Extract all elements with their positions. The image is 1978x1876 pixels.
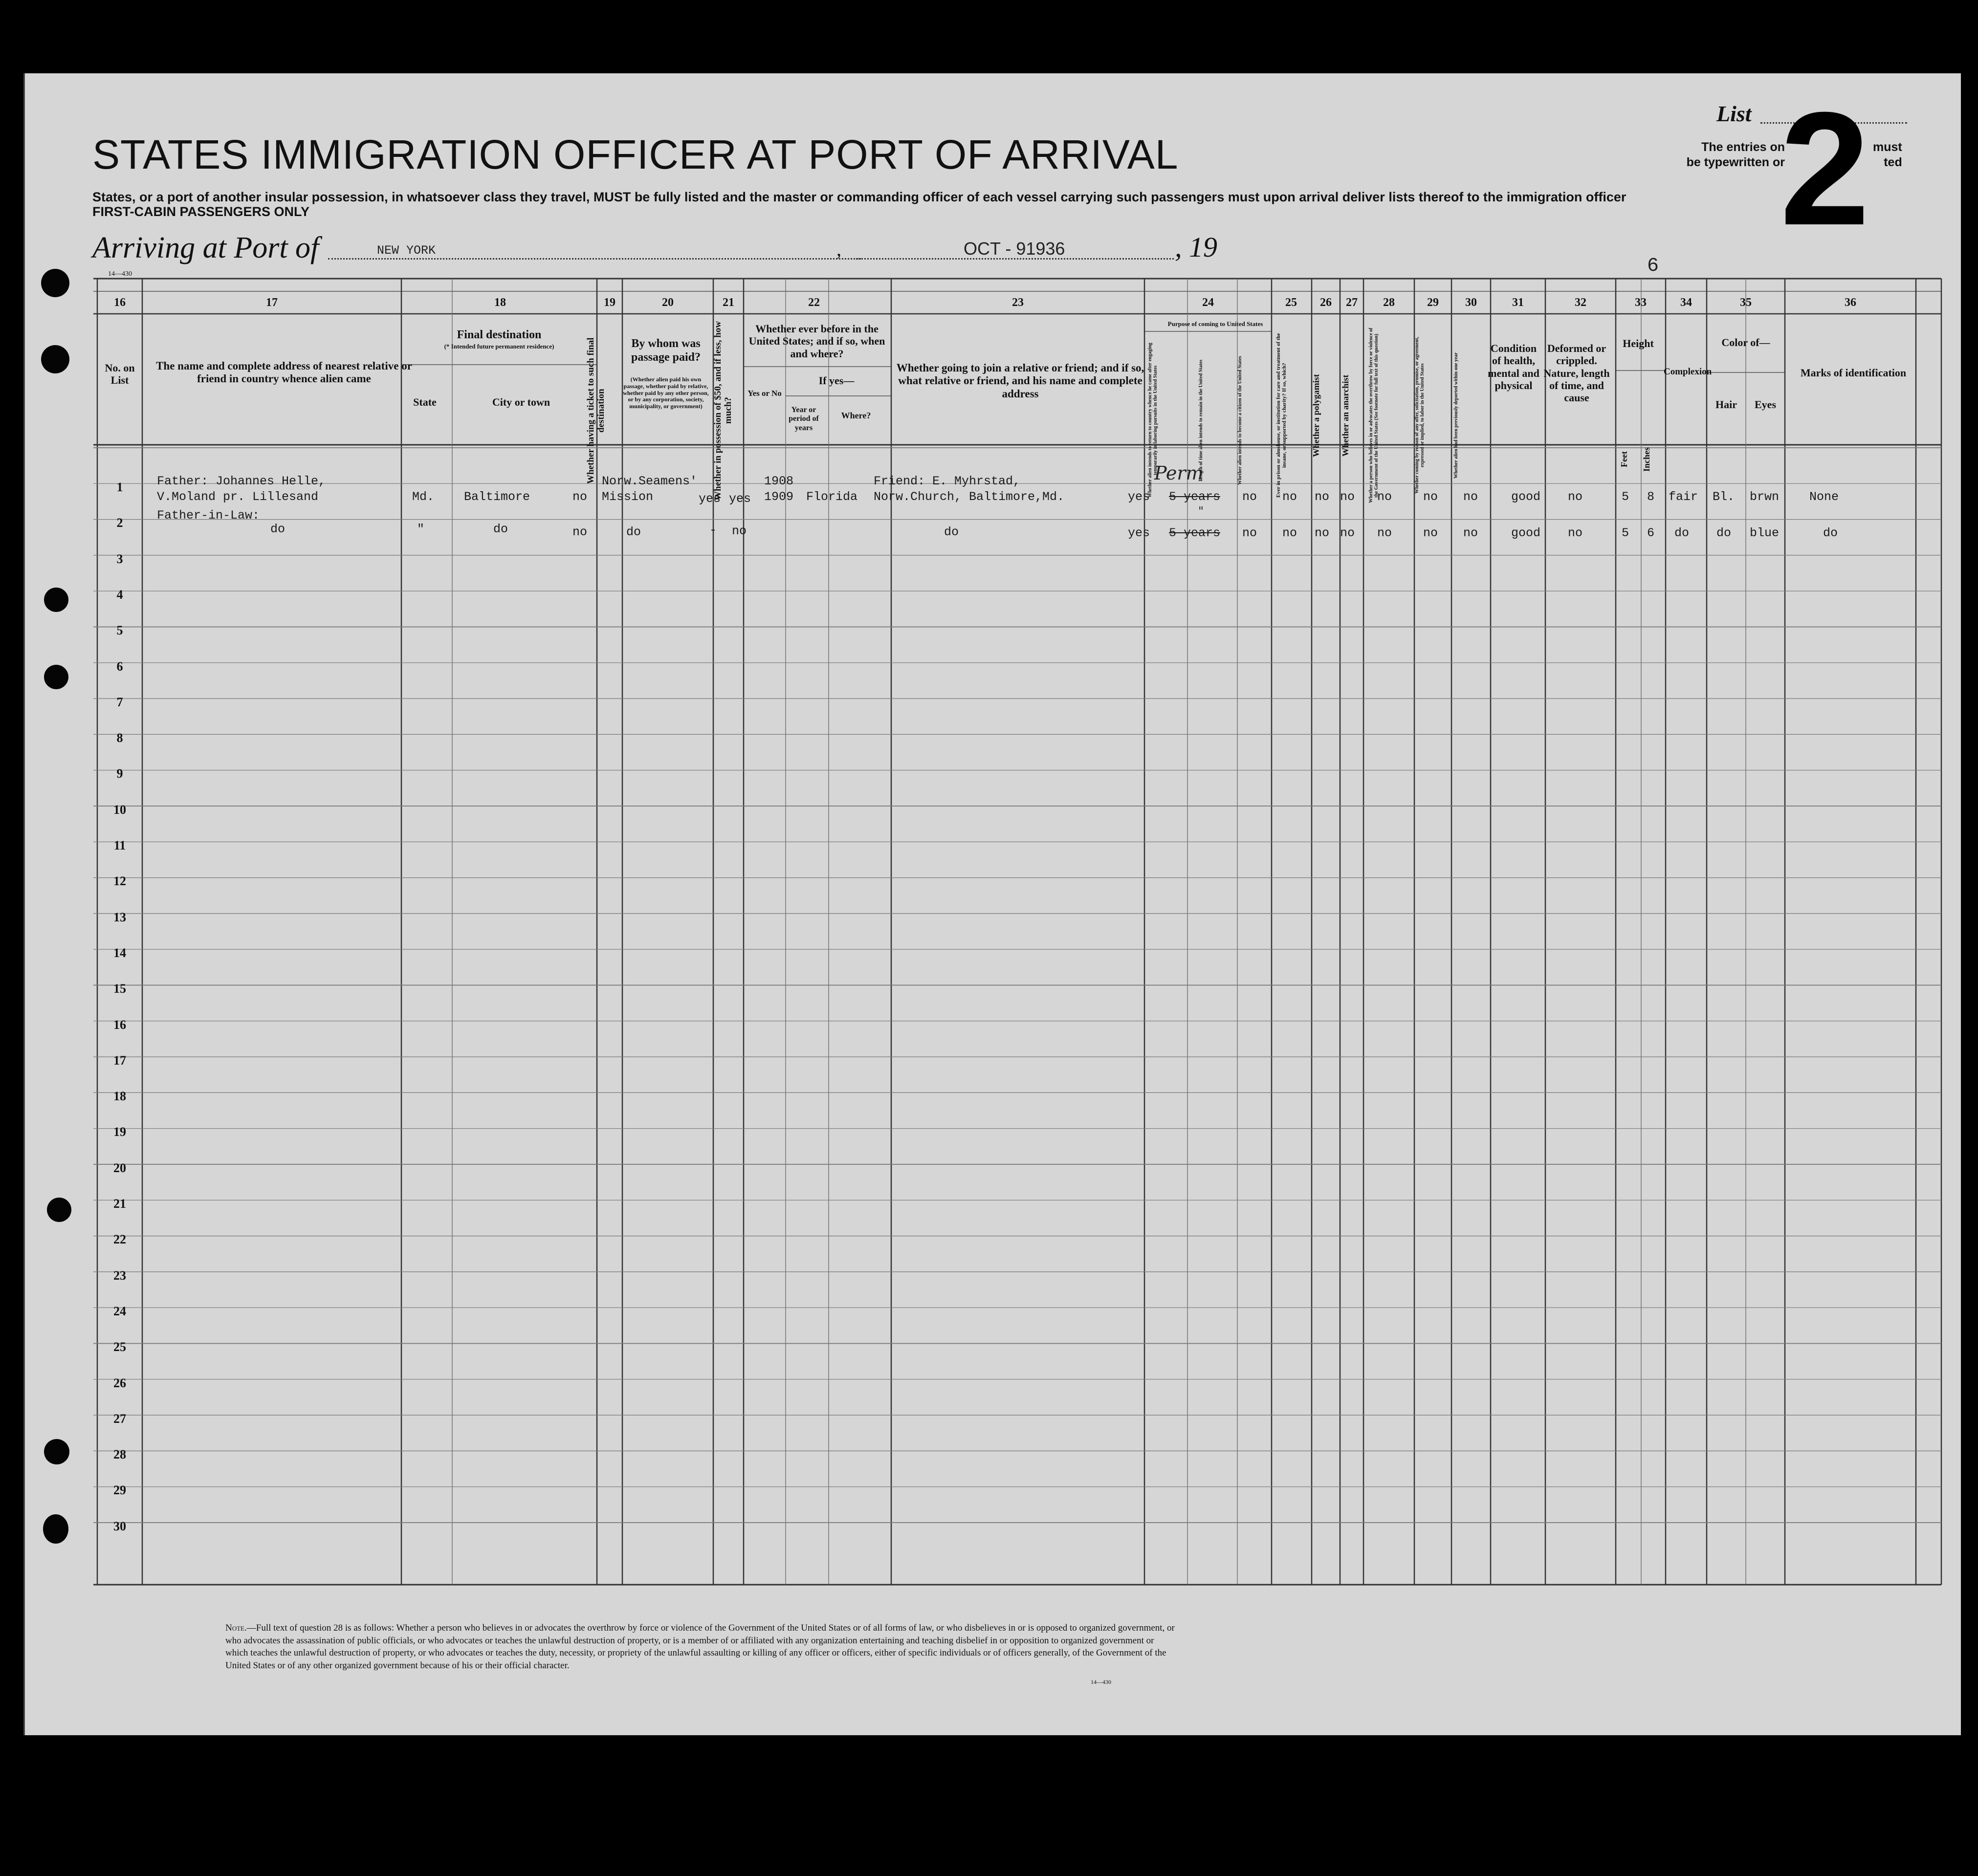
labor-offer: no — [1423, 526, 1438, 540]
where: Florida — [806, 490, 858, 504]
header-ticket: Whether having a ticket to such final destination — [586, 337, 606, 484]
city: do — [493, 522, 508, 536]
passage-paid: Norw.Seamens' — [602, 474, 698, 488]
row-number: 21 — [113, 1197, 126, 1211]
binder-hole — [44, 665, 68, 689]
length-ditto: " — [1198, 504, 1204, 518]
column-number: 20 — [662, 296, 674, 309]
row-number: 20 — [113, 1160, 126, 1175]
return-intent: yes — [1128, 526, 1150, 540]
column-number: 16 — [114, 296, 126, 309]
row-number: 1 — [116, 480, 123, 494]
join-relative: do — [944, 525, 959, 539]
header-state: State — [413, 396, 437, 408]
column-number: 36 — [1845, 296, 1856, 309]
form-subtitle: States, or a port of another insular possession, in whatsoever class they travel, MUST be fully listed and the master or commanding officer of each vessel carrying such passengers must upon arrival deliver lists thereof to the immigration officer — [92, 190, 1626, 204]
header-relative: The name and complete address of nearest relative or friend in country whence alien came — [156, 360, 412, 385]
header-if-yes: If yes— — [818, 374, 855, 387]
column-number: 18 — [494, 296, 506, 309]
row-number: 8 — [116, 731, 123, 745]
header-return-intent: Whether alien intends to return to country whence he came after engaging temporarily in laboring pursuits in the United States — [1147, 343, 1158, 498]
overthrow: no — [1377, 490, 1392, 504]
header-deformed: Deformed or crippled. Nature, length of time, and cause — [1543, 342, 1610, 404]
column-number: 25 — [1285, 296, 1297, 309]
ticket: no — [572, 490, 588, 504]
row-number: 15 — [113, 982, 126, 996]
years: 1908 — [764, 474, 794, 488]
row-number: 16 — [113, 1017, 126, 1032]
binder-hole — [44, 588, 68, 612]
height-feet: 5 — [1622, 526, 1629, 540]
state: Md. — [412, 490, 435, 504]
labor-offer: no — [1423, 490, 1438, 504]
first-cabin-label: FIRST-CABIN PASSENGERS ONLY — [92, 204, 310, 219]
city: Baltimore — [464, 490, 530, 504]
deported: no — [1463, 526, 1478, 540]
binder-hole — [47, 1198, 71, 1222]
column-number: 19 — [604, 296, 615, 309]
header-before-in-us: Whether ever before in the United States; and if so, when and where? — [748, 323, 885, 360]
header-passage-paid: By whom was passage paid? — [631, 337, 701, 364]
row-number: 5 — [116, 623, 123, 638]
row-number: 29 — [113, 1483, 126, 1498]
binder-hole — [43, 1514, 68, 1544]
header-inches: Inches — [1642, 447, 1651, 472]
join-relative: Friend: E. Myhrstad, — [874, 474, 1021, 488]
join-relative-2: Norw.Church, Baltimore,Md. — [874, 490, 1065, 504]
list-number: 2 — [1780, 78, 1870, 259]
row-number: 9 — [116, 766, 123, 781]
row-number: 6 — [116, 659, 123, 674]
eyes: blue — [1750, 526, 1780, 540]
header-where: Where? — [841, 411, 871, 420]
header-health: Condition of health, mental and physical — [1488, 342, 1539, 392]
header-purpose: Purpose of coming to United States — [1167, 320, 1263, 327]
row-number: 28 — [113, 1447, 126, 1462]
header-length-of-stay: Length of time alien intends to remain in the United States — [1198, 359, 1204, 481]
header-final-destination: Final destination — [457, 328, 542, 341]
row-number: 24 — [113, 1304, 126, 1318]
row-number: 10 — [113, 802, 126, 817]
column-number: 24 — [1202, 296, 1214, 309]
column-number: 26 — [1320, 296, 1332, 309]
length-handwritten: Perm — [1154, 462, 1204, 484]
header-citizen-intent: Whether alien intends to become a citizen of the United States — [1237, 356, 1243, 485]
anarchist: no — [1340, 490, 1355, 504]
header-hair: Hair — [1715, 398, 1737, 411]
form-number: 14—430 — [1091, 1679, 1111, 1685]
relative-address: do — [270, 522, 286, 536]
column-number: 27 — [1346, 296, 1358, 309]
column-number: 32 — [1575, 296, 1586, 309]
year-prefix: , 19 — [1175, 231, 1217, 263]
binder-hole — [41, 269, 69, 297]
header-prison: Ever in prison or almshouse, or institution for care and treatment of the insane, or supported by charity? If so, which? — [1275, 333, 1288, 498]
row-number: 27 — [113, 1411, 126, 1426]
deformed: no — [1568, 526, 1583, 540]
marks: do — [1823, 526, 1838, 540]
column-number: 30 — [1465, 296, 1477, 309]
header-polygamist: Whether a polygamist — [1311, 374, 1321, 457]
height-inches: 6 — [1647, 526, 1655, 540]
before-in-us: yes — [729, 492, 751, 506]
row-number: 11 — [113, 838, 126, 852]
row-number: 18 — [113, 1089, 126, 1104]
column-number: 17 — [266, 296, 278, 309]
row-number: 19 — [113, 1125, 126, 1139]
row-number: 12 — [113, 874, 126, 889]
length-of-stay: 5 years — [1169, 526, 1221, 540]
column-number: 33 — [1635, 296, 1647, 309]
row-number: 4 — [116, 587, 123, 602]
health: good — [1511, 526, 1541, 540]
header-marks: Marks of identification — [1800, 367, 1907, 379]
passage-paid: do — [626, 525, 641, 539]
row-number: 2 — [116, 516, 123, 530]
marks: None — [1809, 490, 1839, 504]
arriving-label: Arriving at Port of — [92, 231, 319, 264]
entries-note-a: The entries on be typewritten or — [1686, 140, 1785, 170]
header-height: Height — [1623, 337, 1654, 349]
money: - — [709, 523, 717, 537]
row-number: 25 — [113, 1340, 126, 1354]
column-number: 35 — [1740, 296, 1752, 309]
years-2: 1909 — [764, 490, 794, 504]
state: " — [417, 522, 425, 536]
hair: do — [1716, 526, 1732, 540]
header-deported: Whether alien had been previously deported within one year — [1453, 352, 1459, 479]
page-mark: 6 — [1647, 255, 1659, 277]
row-number: 23 — [113, 1268, 126, 1283]
header-feet: Feet — [1619, 451, 1629, 468]
height-inches: 8 — [1647, 490, 1655, 504]
list-label: List — [1716, 101, 1752, 126]
form-title: STATES IMMIGRATION OFFICER AT PORT OF ARRIVAL — [92, 131, 1179, 177]
polygamist: no — [1315, 526, 1330, 540]
header-overthrow: Whether a person who believes in or advocates the overthrow by force or violence of the Government of the United States (See footnote for full text of this question) — [1368, 327, 1379, 503]
binder-hole — [41, 345, 69, 373]
column-number: 31 — [1512, 296, 1524, 309]
row-number: 26 — [113, 1375, 126, 1390]
ticket: no — [572, 525, 588, 539]
header-passage-paid-sub: (Whether alien paid his own passage, whether paid by relative, whether paid by any other person, or by any corporation, society, municipality, or government) — [623, 376, 709, 410]
prison: no — [1282, 490, 1297, 504]
relative-name: Father-in-Law: — [157, 508, 260, 523]
row-number: 17 — [113, 1053, 126, 1068]
date-stamp: OCT - 91936 — [964, 239, 1065, 259]
comma: , — [836, 238, 841, 260]
header-fifty-dollars: Whether in possession of $50, and if less, how much? — [713, 321, 733, 501]
header-year: Year or period of years — [789, 406, 819, 432]
before-in-us: no — [732, 524, 747, 538]
row-number: 14 — [113, 945, 126, 960]
overthrow: no — [1377, 526, 1392, 540]
relative-name: Father: Johannes Helle, — [157, 474, 326, 488]
relative-address: V.Moland pr. Lillesand — [157, 490, 319, 504]
table-grid — [25, 73, 1961, 1735]
complexion: do — [1674, 526, 1690, 540]
passage-paid-2: Mission — [602, 490, 654, 504]
header-color-of: Color of— — [1721, 336, 1770, 349]
money: yes — [699, 492, 721, 506]
length-of-stay: 5 years — [1169, 490, 1221, 504]
row-number: 30 — [113, 1519, 126, 1533]
height-feet: 5 — [1622, 490, 1629, 504]
header-yes-no: Yes or No — [747, 389, 782, 398]
complexion: fair — [1669, 490, 1698, 504]
form-number-top: 14—430 — [108, 270, 132, 278]
header-join-relative: Whether going to join a relative or friend; and if so, what relative or friend, and his name and complete address — [896, 362, 1144, 400]
column-number: 22 — [808, 296, 820, 309]
deported: no — [1463, 490, 1478, 504]
column-number: 21 — [723, 296, 734, 309]
deformed: no — [1568, 490, 1583, 504]
header-anarchist: Whether an anarchist — [1341, 374, 1350, 457]
column-number: 29 — [1427, 296, 1439, 309]
footnote: Note.—Full text of question 28 is as follows: Whether a person who believes in or advocates the overthrow by force or violence of the Government of the United States or of all forms of law, or who disbelieves in or is opposed to organized government, or who advocates the assassination of public officials, or who advocates or teaches the unlawful destruction of property, or is a member of or affiliated with any organization entertaining and teaching disbelief in or opposition to organized government or which teaches the unlawful destruction of property, or who advocates or teaches the duty, necessity, or propriety of the unlawful assaulting or killing of any officer or officers, either of specific individuals or of officers generally, of the Government of the United States or of any other organized government because of his or their official character. — [225, 1623, 1175, 1671]
column-number: 34 — [1680, 296, 1692, 309]
header-city: City or town — [492, 396, 550, 408]
citizen-intent: no — [1242, 490, 1257, 504]
header-eyes: Eyes — [1755, 398, 1776, 411]
column-number: 28 — [1383, 296, 1395, 309]
header-complexion: Complexion — [1664, 367, 1712, 377]
header-labor-offer: Whether coming by reason of any offer, solicitation, promise, or agreement, expressed or implied, to labor in the United States — [1414, 337, 1425, 494]
header-final-destination-sub: (* Intended future permanent residence) — [444, 343, 554, 350]
citizen-intent: no — [1242, 526, 1257, 540]
column-number: 23 — [1012, 296, 1024, 309]
polygamist: no — [1315, 490, 1330, 504]
prison: no — [1282, 526, 1297, 540]
return-intent: yes — [1128, 490, 1150, 504]
anarchist: no — [1340, 526, 1355, 540]
row-number: 13 — [113, 910, 126, 924]
entries-note-b: must ted — [1873, 140, 1902, 170]
row-number: 7 — [116, 695, 123, 709]
binder-hole — [44, 1439, 69, 1464]
header-no-on-list: No. on List — [105, 362, 135, 387]
health: good — [1511, 490, 1541, 504]
port-value: NEW YORK — [377, 243, 436, 258]
hair: Bl. — [1713, 490, 1735, 504]
row-number: 22 — [113, 1232, 126, 1247]
row-number: 3 — [116, 551, 123, 566]
manifest-sheet — [23, 73, 1961, 1735]
eyes: brwn — [1750, 490, 1780, 504]
